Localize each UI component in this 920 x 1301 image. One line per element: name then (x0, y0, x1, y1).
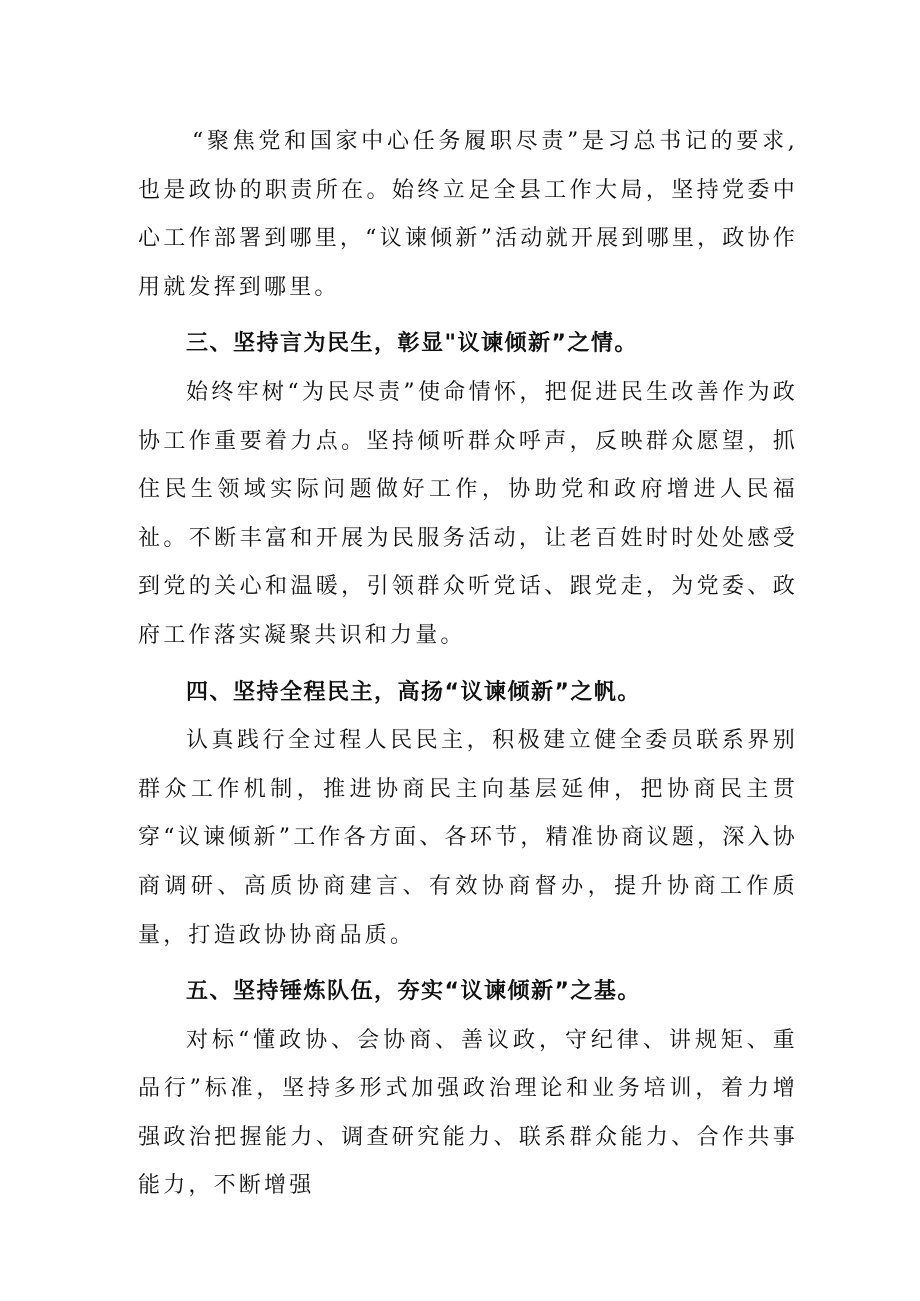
body-paragraph-1: “聚焦党和国家中心任务履职尽责”是习总书记的要求,也是政协的职责所在。始终立足全县工作大局，坚持党委中心工作部署到哪里，“议谏倾新”活动就开展到哪里，政协作用就发挥到哪里。 (138, 129, 798, 300)
body-paragraph-3: 认真践行全过程人民民主，积极建立健全委员联系界别群众工作机制，推进协商民主向基层延伸，把协商民主贯穿“议谏倾新”工作各方面、各环节，精准协商议题，深入协商调研、高质协商建言、有效协商督办，提升协商工作质量，打造政协协商品质。 (138, 728, 798, 948)
body-paragraph-2: 始终牢树“为民尽责”使命情怀，把促进民生改善作为政协工作重要着力点。坚持倾听群众呼声，反映群众愿望，抓住民生领域实际问题做好工作，协助党和政府增进人民福祉。不断丰富和开展为民服务活动，让老百姓时时处处感受到党的关心和温暖，引领群众听党话、跟党走，为党委、政府工作落实凝聚共识和力量。 (138, 379, 798, 648)
section-heading-4: 四、坚持全程民主，高扬“议谏倾新”之帆。 (186, 679, 641, 705)
section-heading-5: 五、坚持锤炼队伍，夯实“议谏倾新”之基。 (186, 979, 641, 1005)
section-heading-3: 三、坚持言为民生，彰显"议谏倾新”之情。 (186, 331, 638, 357)
document-page (138, 118, 798, 1211)
body-paragraph-4: 对标“懂政协、会协商、善议政，守纪律、讲规矩、重品行”标准，坚持多形式加强政治理论和业务培训，着力增强政治把握能力、调查研究能力、联系群众能力、合作共事能力，不断增强 (138, 1027, 798, 1199)
